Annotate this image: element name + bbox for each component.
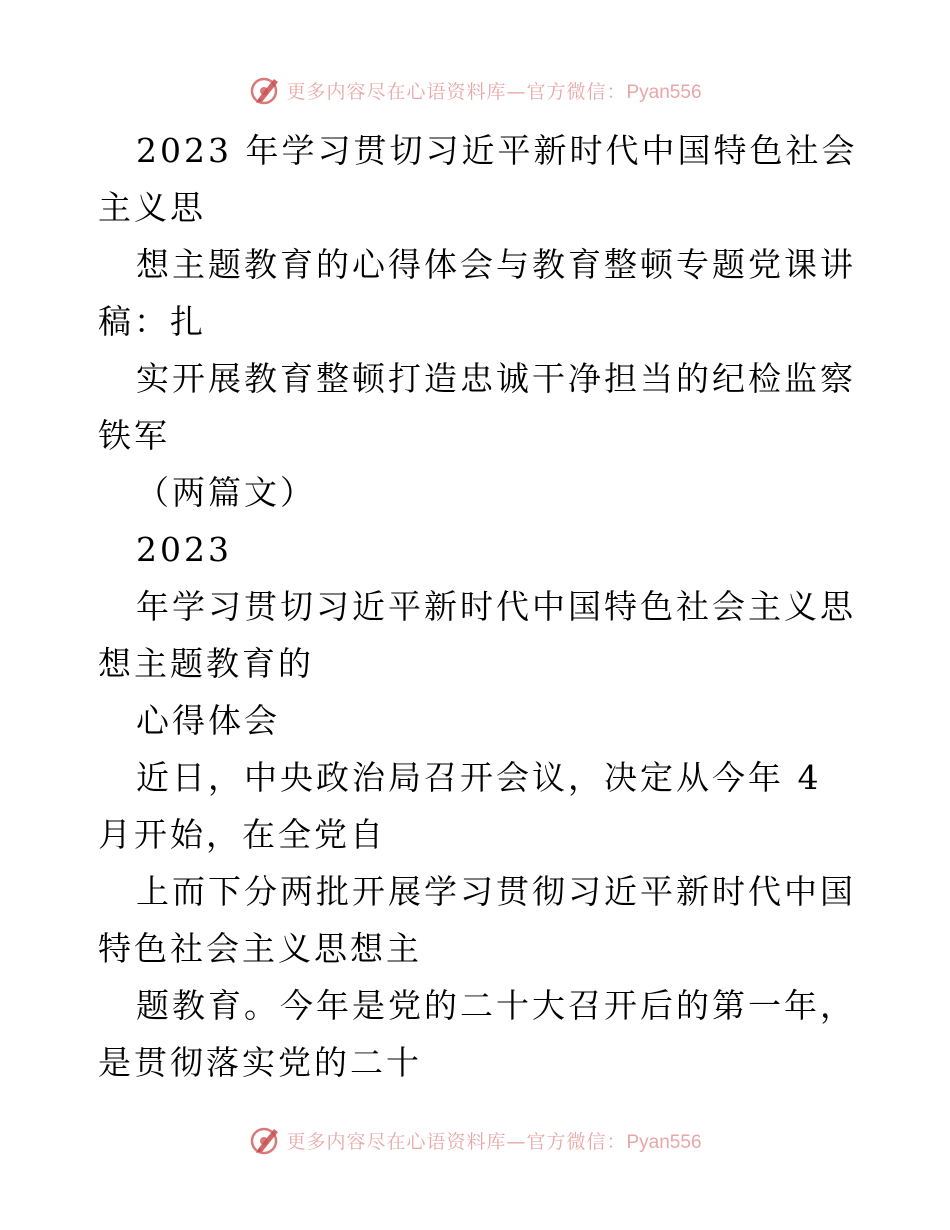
paragraph: 近日，中央政治局召开会议，决定从今年 4 月开始，在全党自 — [98, 758, 822, 854]
footer-watermark — [0, 1120, 950, 1160]
paragraph: 实开展教育整顿打造忠诚干净担当的纪检监察铁军 — [98, 359, 856, 455]
document-body — [98, 122, 858, 1091]
paragraph: 年学习贯切习近平新时代中国特色社会主义思想主题教育的 — [98, 587, 856, 683]
watermark-text: 更多内容尽在心语资料库—官方微信：Pyan556 — [286, 80, 702, 103]
pen-logo-icon — [248, 73, 282, 107]
paragraph: 想主题教育的心得体会与教育整顿专题党课讲稿：扎 — [98, 245, 856, 341]
paragraph: 2023 年学习贯切习近平新时代中国特色社会主义思 — [98, 131, 858, 227]
paragraph: 上而下分两批开展学习贯彻习近平新时代中国特色社会主义思想主 — [98, 872, 856, 968]
paragraph: 2023 — [136, 530, 232, 569]
paragraph: （两篇文） — [136, 473, 316, 512]
paragraph: 题教育。今年是党的二十大召开后的第一年，是贯彻落实党的二十 — [98, 986, 856, 1082]
paragraph: 心得体会 — [136, 701, 280, 740]
watermark-text: 更多内容尽在心语资料库—官方微信：Pyan556 — [286, 1130, 702, 1153]
header-watermark — [0, 70, 950, 110]
watermark-wechat-id: Pyan556 — [626, 81, 702, 103]
watermark-wechat-id: Pyan556 — [626, 1131, 702, 1153]
pen-logo-icon — [248, 1123, 282, 1157]
